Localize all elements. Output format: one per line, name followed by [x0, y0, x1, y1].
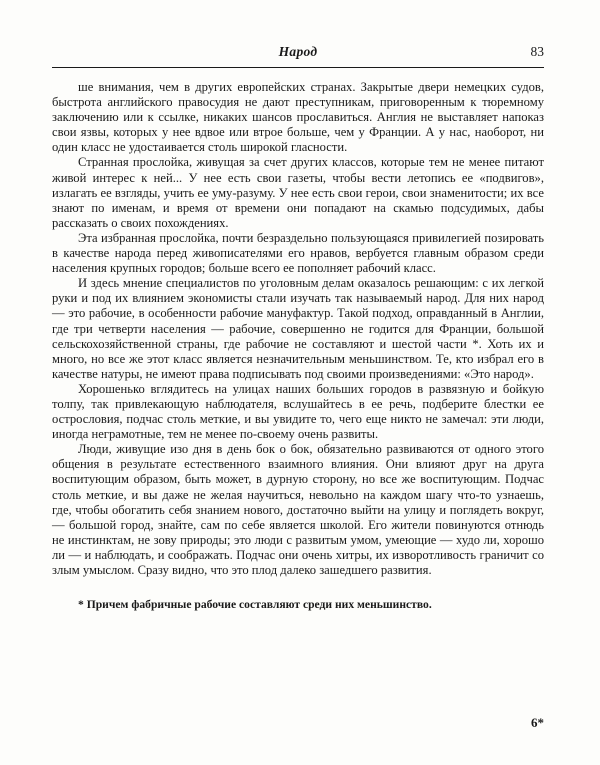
paragraph: Эта избранная прослойка, почти безраздельно пользующаяся привилегией позировать в качестве народа перед живописателями его нравов, вербуется главным образом среди населения крупных городов; больше всего ее пополняет рабочий класс. [52, 230, 544, 276]
paragraph: Хорошенько вглядитесь на улицах наших больших городов в развязную и бойкую толпу, так привлекающую наблюдателя, вслушайтесь в ее речь, подберите блестки ее острословия, подчас столь меткие, и вы увидите то, чего еще никто не замечал: эти люди, иногда неграмотные, тем не менее по-своему очень развиты. [52, 381, 544, 442]
paragraph: И здесь мнение специалистов по уголовным делам оказалось решающим: с их легкой руки и под их влиянием экономисты стали изучать так называемый народ. Для них народ — это рабочие, в особенности рабочие мануфактур. Такой подход, оправданный в Англии, где три четверти населения — рабочие, совершенно не годится для Франции, большой сельскохозяйственной страны, где рабочие не составляют и шестой части *. Хоть их и много, но все же этот класс является незначительным меньшинством. Те, кто избрал его в качестве натуры, не имеют права подписывать под своими произведениями: «Это народ». [52, 276, 544, 381]
paragraph: ше внимания, чем в других европейских странах. Закрытые двери немецких судов, быстрота английского правосудия не дают преступникам, приговоренным к тюремному заключению или к ссылке, никаких шансов прославиться. Англия не выставляет напоказ свои язвы, которых у нее вдвое или втрое больше, чем у Франции. А у нас, наоборот, ни один класс не удостаивается столь широкой гласности. [52, 80, 544, 155]
header-divider [52, 67, 544, 68]
footnote-body: Причем фабричные рабочие составляют среди них меньшинство. [86, 598, 432, 612]
running-title: Народ [278, 44, 318, 59]
page-header [52, 44, 544, 64]
footnote-text [52, 598, 544, 612]
page-number: 83 [530, 44, 544, 59]
body-text [52, 80, 544, 578]
signature-mark: 6* [531, 715, 544, 730]
footnote-marker: * [78, 598, 84, 612]
paragraph: Странная прослойка, живущая за счет других классов, которые тем не менее питают живой интерес к ней... У нее есть свои газеты, чтобы вести летопись ее «подвигов», излагать ее взгляды, учить ее уму-разуму. У нее есть свои герои, свои знаменитости; их все знают по именам, и время от времени они попадают на скамью подсудимых, дабы рассказать о своих похождениях. [52, 155, 544, 230]
paragraph: Люди, живущие изо дня в день бок о бок, обязательно развиваются от одного этого общения в результате естественного взаимного влияния. Они влияют друг на друга воспитующим образом, быть может, в дурную сторону, но все же воспитующим. Подчас столь меткие, и вы даже не желая научиться, невольно на каждом шагу что-то узнаешь, где, чтобы обогатить себя знанием нового, достаточно выйти на улицу и поглядеть вокруг,— большой город, знайте, сам по себе является школой. Его жители повинуются отнюдь не инстинктам, не зову природы; это люди с развитым умом, умеющие — худо ли, хорошо ли — и наблюдать, и соображать. Подчас они очень хитры, их изворотливость граничит со злым умыслом. Сразу видно, что это плод далеко зашедшего развития. [52, 442, 544, 577]
footnote-section [52, 598, 544, 612]
